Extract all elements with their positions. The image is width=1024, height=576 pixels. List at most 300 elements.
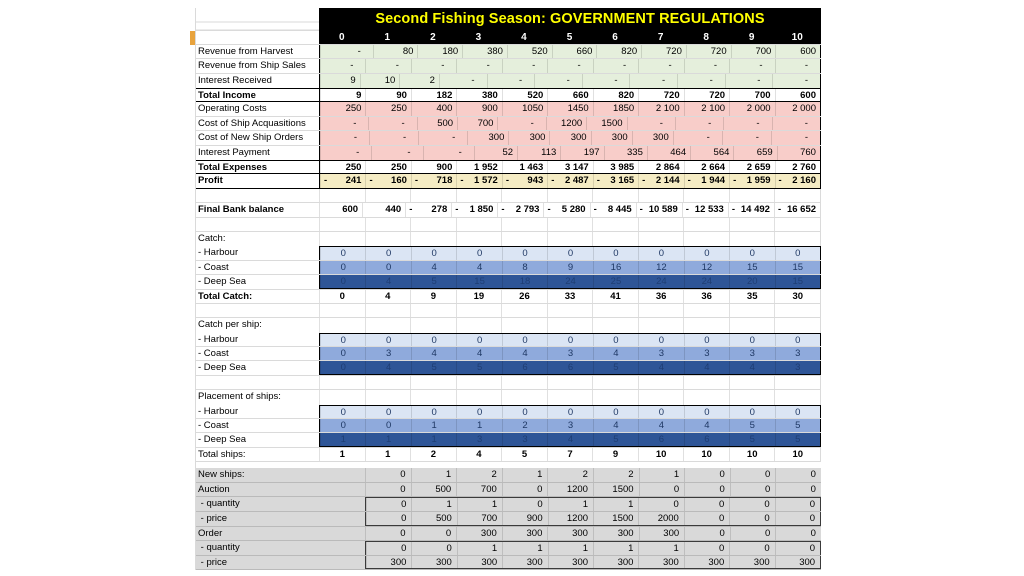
cell[interactable] [319, 189, 365, 202]
cell[interactable]: 700 [729, 89, 774, 101]
cell[interactable]: 1850 [593, 102, 638, 115]
cell[interactable]: 1500 [586, 117, 626, 130]
column-header[interactable]: 6 [612, 31, 618, 43]
cell[interactable]: 5 [775, 419, 820, 432]
cell[interactable]: 36 [638, 290, 684, 303]
cell[interactable]: 300 [593, 527, 639, 541]
cell[interactable]: 1 [411, 468, 457, 482]
cell[interactable] [728, 203, 774, 216]
cell[interactable]: 1450 [547, 102, 592, 115]
cell[interactable] [410, 390, 456, 404]
cell[interactable]: 33 [547, 290, 593, 303]
cell[interactable]: 0 [775, 334, 820, 346]
cell[interactable]: 0 [729, 247, 774, 259]
cell[interactable]: 300 [502, 556, 547, 569]
cell[interactable] [320, 174, 365, 187]
cell[interactable]: 900 [502, 512, 547, 525]
cell[interactable]: 760 [777, 146, 820, 160]
cell[interactable]: - [722, 131, 771, 144]
cell[interactable] [547, 318, 593, 332]
cell[interactable]: 0 [502, 498, 547, 511]
cell[interactable]: - [320, 146, 371, 160]
cell[interactable]: 19 [456, 290, 502, 303]
cell[interactable] [592, 189, 638, 202]
cell[interactable] [729, 174, 774, 187]
cell[interactable]: 0 [365, 261, 410, 274]
cell[interactable]: 2 [547, 468, 593, 482]
column-header[interactable]: 0 [338, 31, 345, 43]
cell[interactable]: 0 [365, 527, 411, 541]
row-label[interactable] [196, 304, 319, 317]
column-header[interactable]: 4 [521, 31, 527, 43]
row-label[interactable]: - Deep Sea [198, 276, 247, 288]
row-label[interactable] [196, 189, 319, 202]
cell[interactable]: 1200 [546, 117, 586, 130]
cell[interactable]: 0 [365, 247, 410, 259]
cell[interactable] [411, 174, 456, 187]
cell[interactable]: 0 [730, 527, 776, 541]
cell[interactable]: 1 [502, 468, 548, 482]
cell[interactable]: - [771, 131, 820, 144]
cell[interactable] [774, 203, 820, 216]
cell[interactable]: 720 [638, 89, 683, 101]
highlight-cell[interactable] [190, 31, 195, 46]
column-header[interactable]: 3 [475, 31, 482, 43]
cell[interactable] [638, 318, 684, 332]
cell[interactable] [456, 318, 502, 332]
cell[interactable] [319, 304, 365, 317]
row-label[interactable]: Interest Payment [198, 146, 270, 158]
row-label[interactable]: - Deep Sea [198, 434, 247, 446]
cell[interactable]: 3 985 [593, 161, 638, 173]
cell[interactable]: 0 [638, 334, 683, 346]
cell[interactable]: 659 [733, 146, 776, 160]
cell[interactable] [592, 390, 638, 404]
cell[interactable]: 1500 [593, 512, 638, 525]
cell[interactable]: 0 [729, 334, 774, 346]
cell[interactable]: - [677, 74, 725, 88]
cell[interactable]: 0 [729, 498, 774, 511]
cell[interactable]: 300 [549, 131, 590, 144]
cell[interactable]: 300 [632, 131, 673, 144]
cell[interactable]: 5 [501, 448, 547, 461]
cell[interactable]: 12 [684, 261, 729, 274]
row-label[interactable]: New ships: [198, 469, 245, 481]
cell[interactable] [501, 376, 547, 389]
cell[interactable]: 0 [411, 527, 457, 541]
cell[interactable]: 0 [593, 334, 638, 346]
row-label[interactable]: Interest Received [198, 74, 272, 86]
cell[interactable] [497, 203, 543, 216]
cell[interactable] [774, 318, 820, 332]
cell[interactable]: 4 [638, 419, 683, 432]
cell[interactable]: 52 [474, 146, 517, 160]
cell[interactable]: 0 [775, 468, 821, 482]
cell[interactable]: 3 [365, 347, 410, 360]
cell[interactable]: 1200 [547, 483, 593, 497]
cell[interactable] [547, 189, 593, 202]
cell[interactable]: 0 [547, 247, 592, 259]
cell[interactable]: 80 [373, 45, 418, 58]
cell[interactable]: 0 [547, 334, 592, 346]
cell[interactable] [456, 390, 502, 404]
row-label[interactable]: - price [198, 556, 228, 568]
cell[interactable]: - [320, 45, 373, 58]
cell[interactable]: 0 [502, 483, 548, 497]
cell[interactable]: 182 [411, 89, 456, 101]
cell[interactable] [365, 174, 410, 187]
cell[interactable] [365, 376, 411, 389]
cell[interactable]: 300 [591, 131, 632, 144]
cell[interactable] [636, 203, 682, 216]
cell[interactable]: 335 [604, 146, 647, 160]
cell[interactable]: 0 [320, 347, 365, 360]
cell[interactable] [501, 390, 547, 404]
cell[interactable]: 5 [775, 433, 820, 445]
cell[interactable]: 0 [320, 361, 365, 373]
cell[interactable]: 4 [684, 361, 729, 373]
cell[interactable]: 4 [547, 433, 592, 445]
cell[interactable]: 2 664 [684, 161, 729, 173]
cell[interactable]: - [723, 117, 771, 130]
sheet-title[interactable]: Second Fishing Season: GOVERNMENT REGULATIONS [319, 8, 821, 31]
cell[interactable]: - [675, 117, 723, 130]
cell[interactable]: - [365, 59, 410, 72]
cell[interactable]: 2 100 [638, 102, 683, 115]
cell[interactable]: 3 [775, 347, 820, 360]
cell[interactable]: 1 [411, 419, 456, 432]
cell[interactable]: 1 [593, 542, 638, 555]
cell[interactable]: - [547, 59, 592, 72]
cell[interactable]: - [371, 146, 422, 160]
cell[interactable]: 0 [365, 468, 411, 482]
cell[interactable]: 700 [457, 117, 497, 130]
cell[interactable]: 0 [365, 406, 410, 418]
column-header[interactable]: 2 [430, 31, 436, 43]
cell[interactable]: - [423, 146, 474, 160]
cell[interactable]: 0 [684, 542, 729, 555]
cell[interactable] [592, 218, 638, 231]
cell[interactable]: - [627, 117, 675, 130]
cell[interactable]: - [320, 59, 365, 72]
cell[interactable] [365, 189, 411, 202]
cell[interactable] [543, 203, 589, 216]
cell[interactable] [410, 304, 456, 317]
cell[interactable]: 9 [592, 448, 638, 461]
cell[interactable]: 0 [729, 406, 774, 418]
cell[interactable]: 300 [775, 556, 820, 569]
cell[interactable]: 0 [775, 527, 821, 541]
cell[interactable]: 2 [593, 468, 639, 482]
cell[interactable]: 5 [593, 361, 638, 373]
cell[interactable]: 15 [775, 275, 820, 287]
cell[interactable] [638, 174, 683, 187]
cell[interactable]: - [418, 131, 467, 144]
row-label[interactable]: - Harbour [198, 333, 239, 345]
cell[interactable] [683, 376, 729, 389]
cell[interactable]: 2 [502, 419, 547, 432]
row-label[interactable]: Total ships: [198, 448, 246, 460]
cell[interactable]: - [629, 74, 677, 88]
cell[interactable]: 1 [456, 419, 501, 432]
cell[interactable]: 4 [593, 347, 638, 360]
cell[interactable]: 3 [684, 347, 729, 360]
cell[interactable]: - [320, 131, 369, 144]
cell[interactable]: 250 [365, 102, 410, 115]
cell[interactable]: 520 [502, 89, 547, 101]
cell[interactable]: 1 [320, 433, 365, 445]
cell[interactable] [501, 189, 547, 202]
column-header[interactable]: 5 [566, 31, 573, 43]
cell[interactable]: 900 [411, 161, 456, 173]
cell[interactable] [774, 218, 820, 231]
cell[interactable]: 0 [456, 406, 501, 418]
cell[interactable]: 5 [729, 433, 774, 445]
cell[interactable] [547, 218, 593, 231]
cell[interactable]: 0 [593, 247, 638, 259]
cell[interactable] [502, 174, 547, 187]
cell[interactable] [729, 189, 775, 202]
cell[interactable] [592, 376, 638, 389]
cell[interactable]: 0 [684, 498, 729, 511]
row-label[interactable]: Profit [198, 175, 223, 187]
cell[interactable] [501, 304, 547, 317]
cell[interactable]: 2 659 [729, 161, 774, 173]
column-header[interactable]: 8 [703, 31, 709, 43]
cell[interactable]: 700 [731, 45, 776, 58]
cell[interactable]: 5 [411, 275, 456, 287]
cell[interactable]: 2 760 [775, 161, 820, 173]
cell[interactable]: - [684, 59, 729, 72]
cell[interactable]: 2 100 [684, 102, 729, 115]
column-header[interactable]: 10 [791, 31, 803, 43]
cell[interactable]: 0 [684, 483, 730, 497]
row-label[interactable]: Auction [198, 483, 230, 495]
cell[interactable]: 20 [729, 275, 774, 287]
cell[interactable]: 35 [729, 290, 775, 303]
cell[interactable] [729, 218, 775, 231]
cell[interactable]: 3 [547, 419, 592, 432]
cell[interactable]: 3 [729, 347, 774, 360]
cell[interactable] [456, 304, 502, 317]
cell[interactable]: 0 [639, 483, 685, 497]
cell[interactable]: - [638, 59, 683, 72]
row-label[interactable]: - Harbour [198, 405, 239, 417]
cell[interactable] [592, 232, 638, 246]
cell[interactable] [775, 174, 820, 187]
cell[interactable]: 0 [729, 542, 774, 555]
cell[interactable] [547, 376, 593, 389]
cell[interactable]: 5 [593, 433, 638, 445]
cell[interactable] [638, 232, 684, 246]
cell[interactable]: 600 [775, 89, 820, 101]
cell[interactable]: 300 [684, 556, 729, 569]
cell[interactable] [456, 189, 502, 202]
row-label[interactable]: - Coast [198, 261, 229, 273]
cell[interactable]: 820 [596, 45, 641, 58]
cell[interactable]: 10 [638, 448, 684, 461]
cell[interactable]: - [772, 74, 820, 88]
cell[interactable]: 820 [593, 89, 638, 101]
cell[interactable] [456, 174, 501, 187]
cell[interactable] [683, 304, 729, 317]
row-label[interactable]: - Deep Sea [198, 362, 247, 374]
row-label[interactable] [196, 376, 319, 389]
cell[interactable]: 2 [456, 468, 502, 482]
cell[interactable]: 1200 [548, 512, 593, 525]
cell[interactable] [684, 174, 729, 187]
cell[interactable] [319, 390, 365, 404]
cell[interactable]: 0 [684, 527, 730, 541]
row-label[interactable]: Operating Costs [198, 103, 267, 115]
cell[interactable]: 16 [593, 261, 638, 274]
row-label[interactable]: - price [198, 513, 228, 524]
cell[interactable]: 300 [593, 556, 638, 569]
cell[interactable]: 3 [547, 347, 592, 360]
cell[interactable] [774, 304, 820, 317]
cell[interactable]: 2 864 [638, 161, 683, 173]
cell[interactable]: 15 [729, 261, 774, 274]
cell[interactable] [592, 318, 638, 332]
cell[interactable]: 6 [502, 361, 547, 373]
cell[interactable]: 26 [501, 290, 547, 303]
cell[interactable]: - [439, 74, 487, 88]
cell[interactable]: 300 [548, 556, 593, 569]
row-label[interactable]: Revenue from Harvest [198, 45, 294, 57]
cell[interactable] [365, 390, 411, 404]
cell[interactable] [319, 232, 365, 246]
cell[interactable]: 400 [411, 102, 456, 115]
cell[interactable]: 113 [517, 146, 560, 160]
cell[interactable]: 9 [547, 261, 592, 274]
cell[interactable]: 24 [684, 275, 729, 287]
cell[interactable]: 0 [456, 247, 501, 259]
cell[interactable]: 500 [411, 512, 456, 525]
cell[interactable]: 12 [638, 261, 683, 274]
cell[interactable]: 1 [548, 542, 593, 555]
cell[interactable]: 0 [320, 247, 365, 259]
cell[interactable]: 36 [683, 290, 729, 303]
cell[interactable]: 0 [320, 261, 365, 274]
cell[interactable]: 0 [366, 498, 411, 511]
cell[interactable] [365, 318, 411, 332]
cell[interactable] [410, 376, 456, 389]
cell[interactable]: 1 [457, 498, 502, 511]
cell[interactable]: 0 [684, 247, 729, 259]
cell[interactable]: 1050 [502, 102, 547, 115]
cell[interactable]: 41 [592, 290, 638, 303]
cell[interactable] [410, 318, 456, 332]
cell[interactable] [365, 232, 411, 246]
cell[interactable]: - [369, 131, 418, 144]
cell[interactable]: 300 [639, 527, 685, 541]
cell[interactable]: 500 [417, 117, 457, 130]
cell[interactable] [683, 189, 729, 202]
cell[interactable] [456, 218, 502, 231]
cell[interactable] [590, 203, 636, 216]
cell[interactable] [683, 390, 729, 404]
cell[interactable]: 5 [411, 361, 456, 373]
cell[interactable] [774, 390, 820, 404]
cell[interactable]: - [673, 131, 722, 144]
cell[interactable]: - [320, 117, 368, 130]
cell[interactable]: 720 [641, 45, 686, 58]
cell[interactable]: 0 [684, 406, 729, 418]
cell[interactable] [319, 376, 365, 389]
row-label[interactable] [196, 218, 319, 231]
cell[interactable] [682, 203, 728, 216]
row-label[interactable]: Cost of New Ship Orders [198, 132, 304, 144]
cell[interactable]: 1 [411, 498, 456, 511]
cell[interactable]: - [725, 74, 773, 88]
cell[interactable]: 3 [502, 433, 547, 445]
cell[interactable] [456, 376, 502, 389]
cell[interactable]: 24 [547, 275, 592, 287]
cell[interactable]: 464 [647, 146, 690, 160]
column-header[interactable]: 7 [657, 31, 664, 43]
row-label[interactable]: - Harbour [198, 247, 239, 259]
cell[interactable]: 4 [638, 361, 683, 373]
cell[interactable]: 3 [638, 347, 683, 360]
cell[interactable]: 6 [638, 433, 683, 445]
row-label[interactable]: - Coast [198, 348, 229, 360]
cell[interactable]: 900 [456, 102, 501, 115]
cell[interactable]: 600 [319, 203, 362, 216]
row-label[interactable]: Catch per ship: [198, 319, 262, 331]
cell[interactable]: 4 [502, 347, 547, 360]
cell[interactable]: 180 [417, 45, 462, 58]
cell[interactable]: 0 [775, 247, 820, 259]
cell[interactable] [319, 218, 365, 231]
cell[interactable]: 300 [467, 131, 508, 144]
cell[interactable]: 1 [365, 448, 411, 461]
cell[interactable]: 4 [729, 361, 774, 373]
row-label[interactable]: Catch: [198, 232, 226, 244]
row-label[interactable]: Total Catch: [198, 290, 253, 302]
cell[interactable]: 0 [638, 498, 683, 511]
cell[interactable]: 300 [411, 556, 456, 569]
cell[interactable]: 2 [410, 448, 456, 461]
cell[interactable]: 90 [365, 89, 410, 101]
cell[interactable]: 660 [547, 89, 592, 101]
cell[interactable] [638, 390, 684, 404]
row-label[interactable]: Total Income [198, 90, 256, 102]
cell[interactable]: 4 [365, 275, 410, 287]
cell[interactable]: - [772, 117, 820, 130]
cell[interactable]: 0 [684, 512, 729, 525]
cell[interactable]: 700 [457, 512, 502, 525]
cell[interactable] [729, 304, 775, 317]
cell[interactable]: 0 [320, 334, 365, 346]
cell[interactable] [456, 232, 502, 246]
cell[interactable] [501, 318, 547, 332]
cell[interactable] [638, 218, 684, 231]
cell[interactable]: 0 [411, 247, 456, 259]
cell[interactable]: 2 [399, 74, 439, 88]
row-label[interactable]: - quantity [198, 542, 240, 554]
cell[interactable] [683, 318, 729, 332]
cell[interactable] [547, 174, 592, 187]
cell[interactable]: 600 [775, 45, 820, 58]
row-label[interactable]: Revenue from Ship Sales [198, 60, 306, 72]
row-label[interactable]: Cost of Ship Acquasitions [198, 117, 306, 129]
cell[interactable] [547, 304, 593, 317]
cell[interactable]: 4 [411, 347, 456, 360]
cell[interactable]: 2 000 [729, 102, 774, 115]
cell[interactable]: 564 [690, 146, 733, 160]
cell[interactable]: 7 [547, 448, 593, 461]
cell[interactable]: 1 952 [456, 161, 501, 173]
